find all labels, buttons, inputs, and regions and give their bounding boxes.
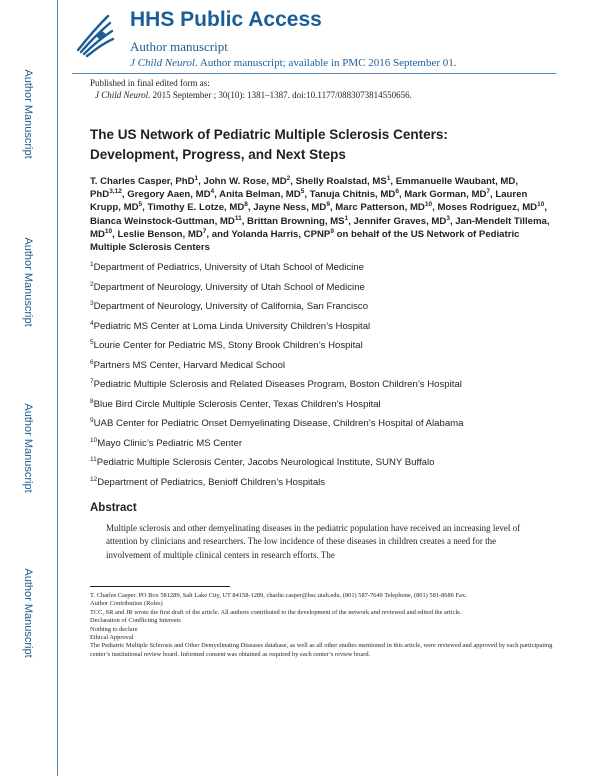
author-affiliation-marker: 11 <box>234 214 242 222</box>
citation <box>95 90 412 100</box>
author-name: Emmanuelle Waubant, MD, PhD <box>90 176 518 201</box>
author <box>335 202 432 213</box>
header-divider <box>72 73 556 74</box>
affiliation-text: Department of Pediatrics, University of Utah School of Medicine <box>93 262 364 273</box>
author-affiliation-marker: 10 <box>424 201 433 209</box>
author-name: Brittan Browning, MS <box>247 215 345 227</box>
author <box>90 176 198 187</box>
affiliation-number: 10 <box>90 436 98 444</box>
author <box>203 176 290 187</box>
author-affiliation-marker: 5 <box>138 201 143 209</box>
affiliation-number: 5 <box>90 338 94 346</box>
published-label: Published in final edited form as: <box>90 78 210 88</box>
affiliation-number: 11 <box>90 455 97 463</box>
author <box>247 216 348 227</box>
author-name: Anita Belman, MD <box>219 189 301 201</box>
author-affiliation-marker: 4 <box>210 188 215 196</box>
author-name: T. Charles Casper, PhD <box>90 176 195 187</box>
author-affiliation-marker: 9 <box>326 201 330 209</box>
footnote-ethics-heading: Ethical Approval <box>90 634 134 642</box>
affiliation-number: 9 <box>90 416 94 424</box>
author <box>90 216 242 227</box>
availability-text: . Author manuscript; available in PMC 2016 September 01. <box>194 57 457 69</box>
affiliation-number: 3 <box>90 299 94 307</box>
author-affiliation-marker: 1 <box>194 174 199 182</box>
author-name: Yolanda Harris, CPNP <box>231 228 331 240</box>
affiliation-item <box>90 321 464 341</box>
affiliation-item <box>90 301 464 321</box>
hhs-public-access-title: HHS Public Access <box>130 8 322 31</box>
footnote-ethics-text: The Pediatric Multiple Sclerosis and Other Demyelinating Diseases database, as well as all other studies mentioned in this article, were reviewed and approved by each participating center’s institutional review board. Informed consent was obtained as required by each center’s review board. <box>90 642 553 658</box>
author-affiliation-marker: 9 <box>330 227 334 235</box>
footnotes <box>90 592 556 659</box>
author-affiliation-marker: 8 <box>244 201 248 209</box>
footnote-contact: T. Charles Casper. PO Box 581289, Salt Lake City, UT 84158-1289, charlie.casper@hsc.utah.edu, (801) 587-7649 Telephone, (801) 581-8686 Fax. <box>90 592 467 599</box>
affiliation-item <box>90 360 464 380</box>
footnote-contrib-heading: Author Contribution (Roles) <box>90 600 163 608</box>
author-name: Timothy E. Lotze, MD <box>147 202 245 214</box>
affiliation-text: Department of Pediatrics, Benioff Children’s Hospitals <box>97 476 326 488</box>
affiliation-list <box>90 262 464 496</box>
affiliation-item <box>90 438 464 458</box>
author-manuscript-subtitle: Author manuscript <box>130 39 228 54</box>
author-affiliation-marker: 1 <box>386 174 391 182</box>
footnote-conflict-heading: Declaration of Conflicting Interests <box>90 617 181 625</box>
side-margin <box>0 0 58 776</box>
author-list: T. Charles Casper, PhD$^1$, John W. Rose, $MD^2$, Shelly Roalstad, $MS^1$, Emmanuelle Waubant, MD, PhD$^{3,12}$, Gregory Aaen, $MD^4$, Anita Belman, $MD^5$, Tanuja Chitnis, $MD^6$, Mark Gorman, $MD^7$, Lauren Krupp, $MD^5$, Timothy E. Lotze, $MD^8$, Jayne Ness, $MD^9$, Marc Patterson, MD$^{10}$, Moses Rodriguez, MD$^{10}$, Bianca Weinstock-Guttman, MD$^{11}$, Brittan Browning, $MS^1$, Jennifer Graves, $MD^3$, Jan-Mendelt Tillema, MD$^{10}$, Leslie Benson, $MD^7$, and Yolanda Harris, CPNP$^9$ on behalf of the US Network of Pediatric Multiple Sclerosis Centers <box>90 174 550 254</box>
author-name: John W. Rose, MD <box>203 176 287 187</box>
affiliation-text: Blue Bird Circle Multiple Sclerosis Center, Texas Children’s Hospital <box>93 398 381 410</box>
author-affiliation-marker: 7 <box>202 227 207 235</box>
author <box>231 229 334 240</box>
affiliation-number: 12 <box>90 475 98 483</box>
author <box>296 176 391 187</box>
author-name: Jan-Mendelt Tillema, MD <box>90 215 550 240</box>
citation-details: . 2015 September ; 30(10): 1381–1387. doi:10.1177/0883073814550656. <box>148 90 412 100</box>
author-affiliation-marker: 1 <box>344 214 349 222</box>
author-affiliation-marker: 7 <box>486 188 491 196</box>
side-label-author-manuscript: Author Manuscript <box>22 568 34 658</box>
author <box>404 189 490 200</box>
author <box>219 189 304 200</box>
affiliation-item <box>90 379 464 399</box>
affiliation-text: Partners MS Center, Harvard Medical School <box>93 359 286 371</box>
affiliation-text: Pediatric MS Center at Loma Linda University Children’s Hospital <box>93 320 371 332</box>
author <box>118 229 207 240</box>
author-group-suffix: on behalf of the US Network of Pediatric Multiple Sclerosis Centers <box>90 228 520 254</box>
affiliation-number: 4 <box>90 319 94 327</box>
affiliation-text: Mayo Clinic’s Pediatric MS Center <box>97 437 243 449</box>
affiliation-number: 7 <box>90 377 94 385</box>
footnote-conflict-text: Nothing to declare <box>90 625 138 633</box>
author-name: Lauren Krupp, MD <box>90 189 528 214</box>
affiliation-item <box>90 399 464 419</box>
hhs-eagle-logo-icon <box>72 10 116 60</box>
article-title: The US Network of Pediatric Multiple Sclerosis Centers: Development, Progress, and Next Steps <box>90 127 448 162</box>
affiliation-item <box>90 477 464 497</box>
author-affiliation-marker: 6 <box>395 188 399 196</box>
author-name: Moses Rodriguez, MD <box>437 202 538 214</box>
affiliation-text: Lourie Center for Pediatric MS, Stony Brook Children’s Hospital <box>93 340 363 351</box>
side-label-author-manuscript: Author Manuscript <box>22 237 34 327</box>
affiliation-text: Department of Neurology, University of California, San Francisco <box>93 301 369 312</box>
author <box>127 189 214 200</box>
affiliation-number: 6 <box>90 358 94 366</box>
affiliation-text: Pediatric Multiple Sclerosis and Related Diseases Program, Boston Children’s Hospital <box>93 379 462 390</box>
author <box>310 189 399 200</box>
side-label-author-manuscript: Author Manuscript <box>22 403 34 493</box>
affiliation-number: 2 <box>90 280 94 288</box>
affiliation-item <box>90 457 464 477</box>
author-affiliation-marker: 10 <box>537 201 545 209</box>
affiliation-item <box>90 262 464 282</box>
author <box>253 202 330 213</box>
affiliation-item <box>90 418 464 438</box>
author-name: Mark Gorman, MD <box>404 189 487 201</box>
affiliation-item <box>90 340 464 360</box>
author <box>354 216 450 227</box>
author-name: Marc Patterson, MD <box>335 202 425 214</box>
affiliation-text: Department of Neurology, University of Utah School of Medicine <box>93 281 365 293</box>
side-label-author-manuscript: Author Manuscript <box>22 69 34 159</box>
abstract-heading: Abstract <box>90 502 137 514</box>
author-name: Shelly Roalstad, MS <box>295 176 387 187</box>
journal-availability <box>130 57 457 69</box>
affiliation-text: UAB Center for Pediatric Onset Demyelinating Disease, Children’s Hospital of Alabama <box>93 418 464 429</box>
affiliation-text: Pediatric Multiple Sclerosis Center, Jacobs Neurological Institute, SUNY Buffalo <box>96 457 435 468</box>
citation-journal: J Child Neurol <box>95 90 149 100</box>
abstract-text: Multiple sclerosis and other demyelinating diseases in the pediatric population have received an increasing level of attention by clinicians and researchers. The low incidence of these diseases in children creates a need for the involvement of multiple clinical centers in research efforts. The <box>106 523 521 560</box>
author-name: Jayne Ness, MD <box>253 202 327 214</box>
author-affiliation-marker: 2 <box>286 174 291 182</box>
affiliation-number: 1 <box>90 260 94 268</box>
affiliation-item <box>90 282 464 302</box>
affiliation-number: 8 <box>90 397 94 405</box>
author-name: Gregory Aaen, MD <box>127 189 211 201</box>
author-name: Leslie Benson, MD <box>117 228 203 240</box>
footnote-divider <box>90 586 230 587</box>
footnote-contrib-text: TCC, SR and JR wrote the first draft of the article. All authors contributed to the development of the network and reviewed and edited the article. <box>90 608 462 616</box>
author-affiliation-marker: 10 <box>104 227 113 235</box>
author-affiliation-marker: 3 <box>446 214 450 222</box>
author-name: Jennifer Graves, MD <box>353 215 447 227</box>
author-name: Bianca Weinstock-Guttman, MD <box>90 215 235 227</box>
author-affiliation-marker: 3,12 <box>109 188 122 196</box>
author <box>147 202 247 213</box>
author-name: Tanuja Chitnis, MD <box>309 189 396 201</box>
author <box>437 202 544 213</box>
author-affiliation-marker: 5 <box>300 188 305 196</box>
journal-abbrev: J Child Neurol <box>130 57 195 69</box>
